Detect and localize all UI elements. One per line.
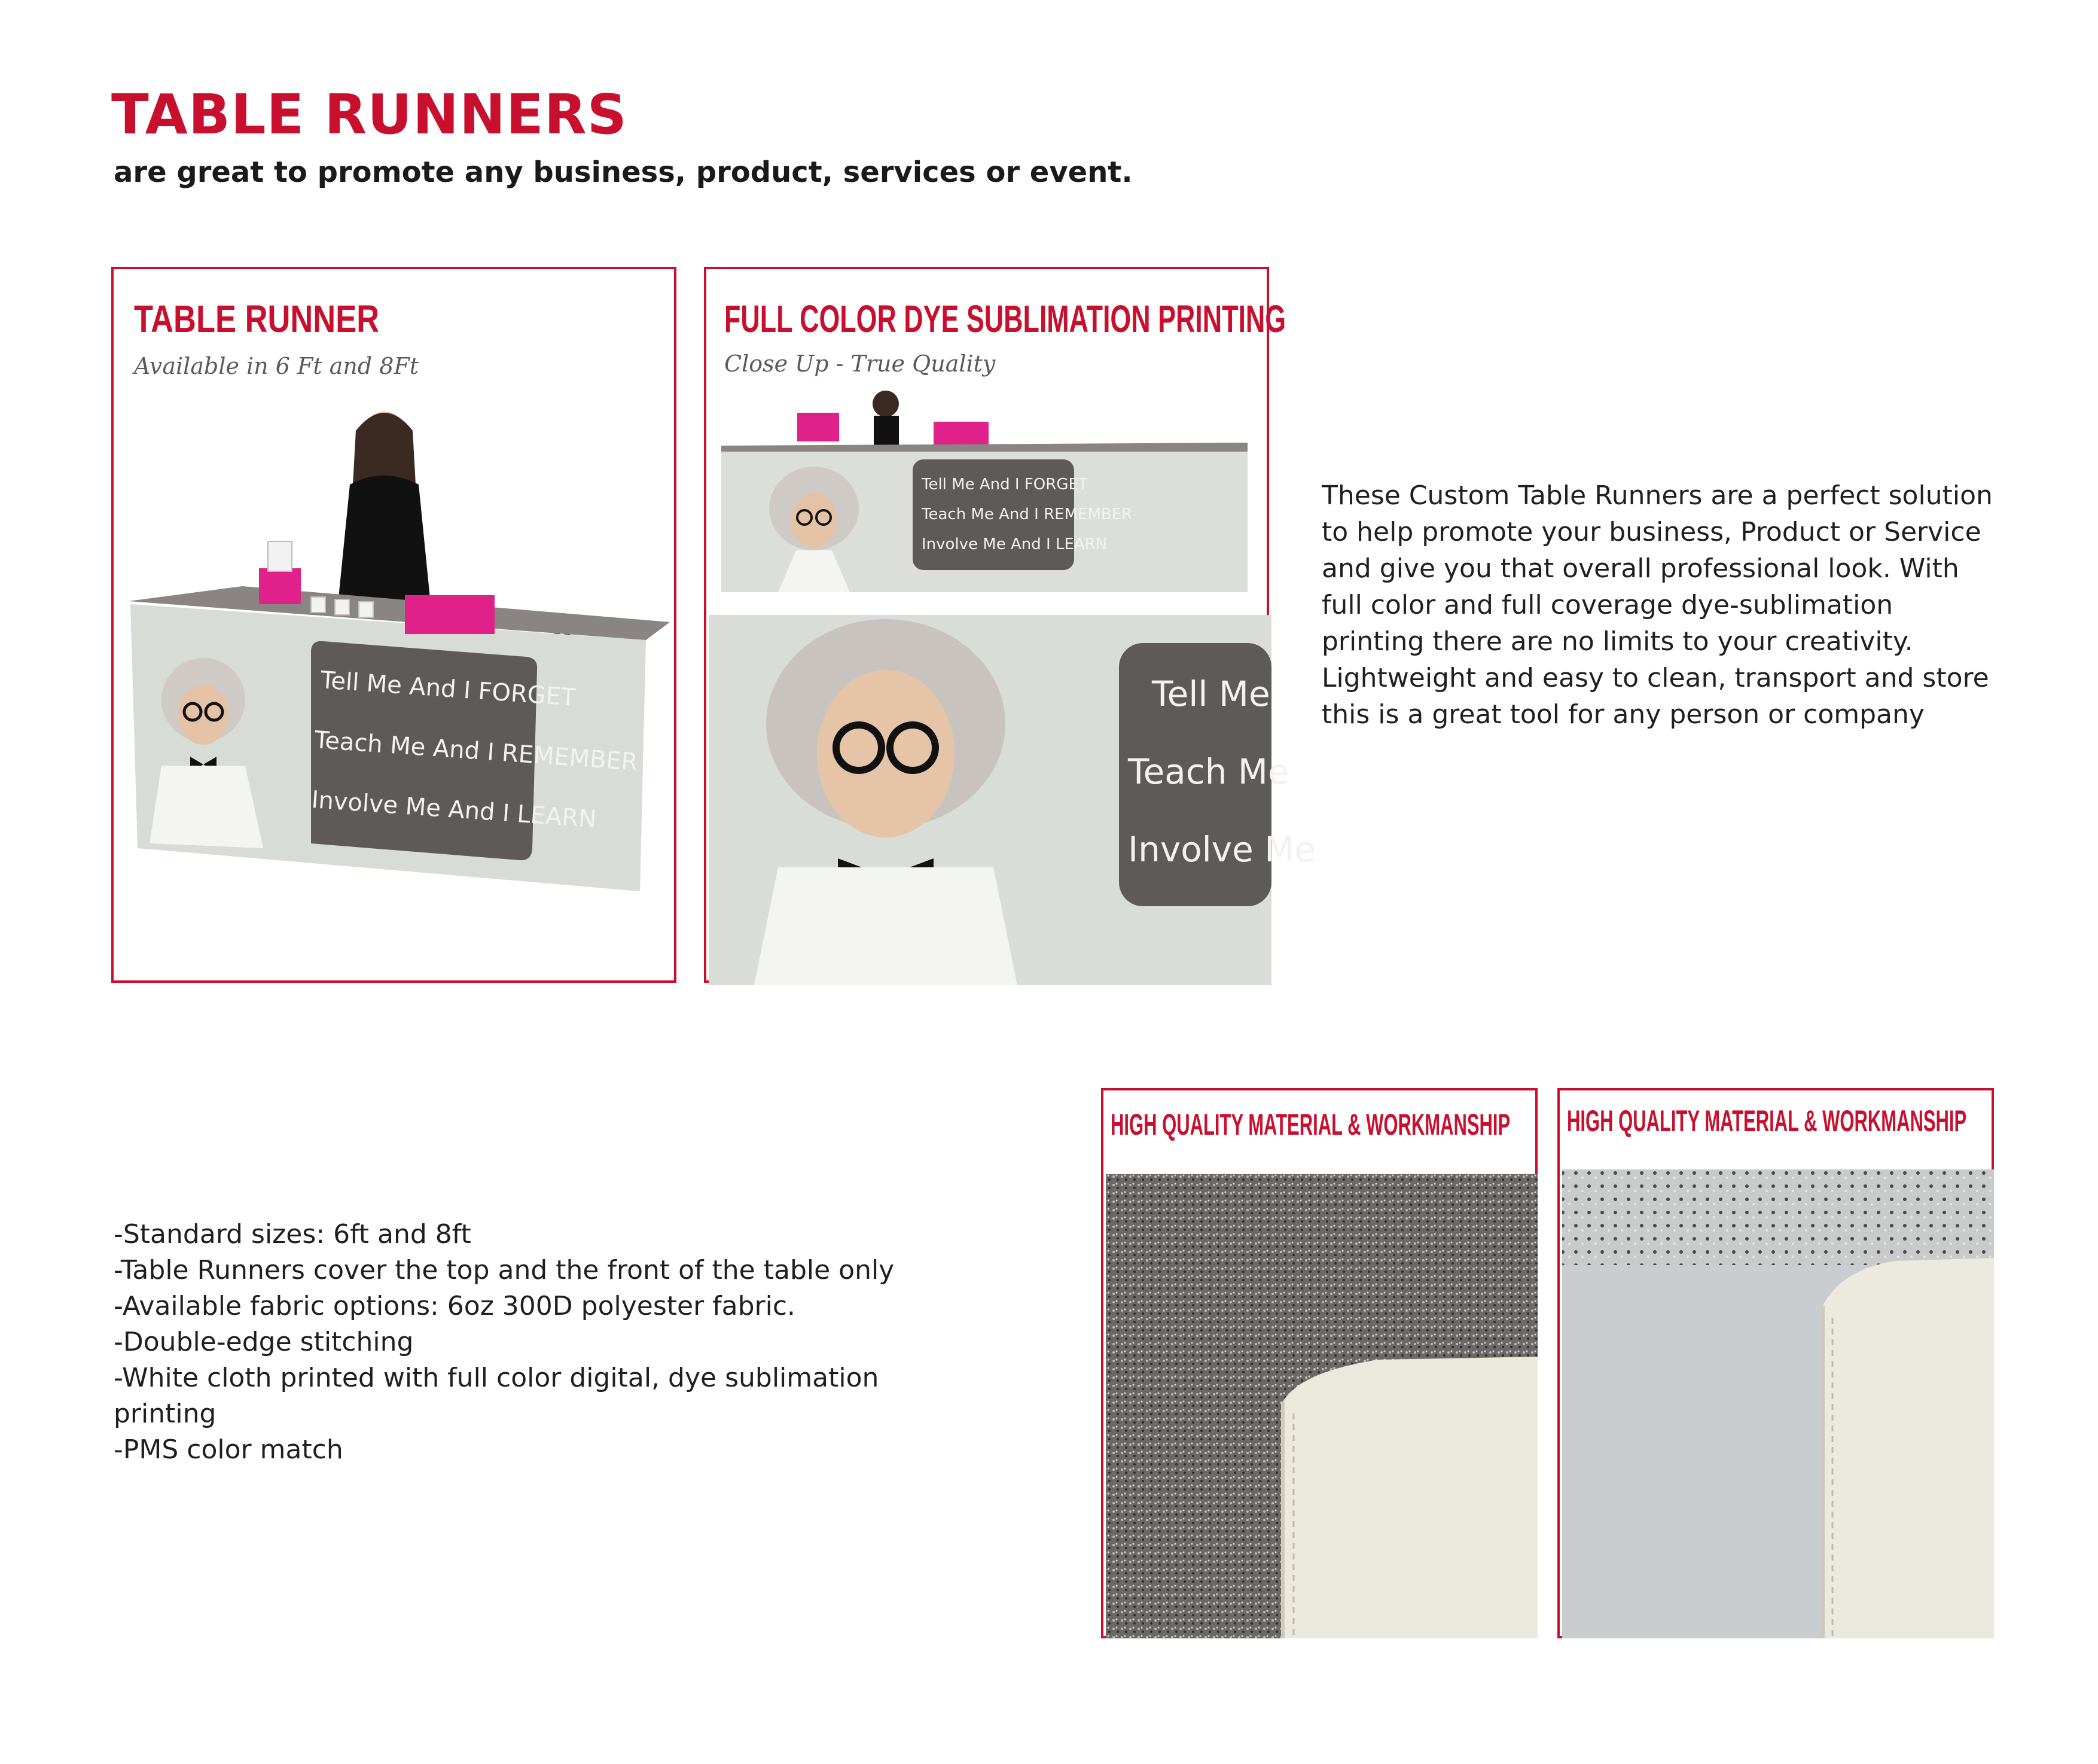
spec-item: -Double-edge stitching [114, 1327, 414, 1357]
spec-item: -Table Runners cover the top and the front of the table only [114, 1255, 895, 1285]
chalkboard-large-line-3: Involve Me [1128, 829, 1316, 870]
chalkboard-large-line-1: Tell Me [1152, 674, 1270, 714]
material-heading-right: HIGH QUALITY MATERIAL & WORKMANSHIP [1567, 1104, 1967, 1138]
table-runner-script: Available in 6 Ft and 8Ft [134, 353, 419, 379]
chalkboard-line-3: Involve Me And I LEARN [310, 786, 597, 834]
spec-item: -Standard sizes: 6ft and 8ft [114, 1219, 471, 1250]
material-panel-right [1557, 1088, 1994, 1638]
print-closeup-large [709, 615, 1316, 985]
table-closeup-small [721, 391, 1248, 592]
material-heading-left: HIGH QUALITY MATERIAL & WORKMANSHIP [1111, 1108, 1511, 1141]
chalkboard-small-line-1: Tell Me And I FORGET [922, 476, 1088, 493]
product-description: These Custom Table Runners are a perfect solution to help promote your business, Product or Service and give you that overall professional look. With full color and full coverage dye-sublimation printing there are no limits to your creativity. Lightweight and easy to clean, transport and store this is a great tool for any person or company [1322, 480, 1993, 730]
person-figure [338, 412, 431, 604]
dye-sublimation-script: Close Up - True Quality [724, 351, 996, 377]
fabric-white-panel [1823, 1258, 1994, 1638]
dye-sublimation-photos [706, 269, 1316, 985]
chalkboard-small-line-2: Teach Me And I REMEMBER [922, 505, 1133, 523]
fabric-corner-photo-light [1560, 1090, 1996, 1641]
table-runner-photo [114, 269, 679, 985]
basket-small [259, 568, 301, 604]
fabric-white-panel [1283, 1357, 1538, 1638]
spec-item: -White cloth printed with full color digital, dye sublimation printing [114, 1363, 879, 1429]
basket-large [405, 595, 495, 634]
dye-sublimation-panel [704, 267, 1316, 983]
fabric-corner-photo-dark [1103, 1090, 1540, 1641]
spec-item: -Available fabric options: 6oz 300D polyester fabric. [114, 1291, 796, 1321]
page-title: TABLE RUNNERS [111, 83, 627, 147]
dye-sublimation-heading: FULL COLOR DYE SUBLIMATION PRINTING [724, 297, 1286, 340]
chalkboard-small-line-3: Involve Me And I LEARN [922, 535, 1108, 553]
material-panel-left [1101, 1088, 1538, 1638]
spec-list [114, 1217, 969, 1468]
chalkboard-line-2: Teach Me And I REMEMBER [313, 726, 639, 776]
chalkboard-large-line-2: Teach Me [1128, 751, 1289, 792]
page-subtitle: are great to promote any business, product, services or event. [114, 156, 1133, 189]
table-runner-panel [111, 267, 676, 983]
spec-item: -PMS color match [114, 1434, 343, 1465]
chalkboard-line-1: Tell Me And I FORGET [319, 666, 577, 712]
table-runner-heading: TABLE RUNNER [134, 297, 380, 340]
